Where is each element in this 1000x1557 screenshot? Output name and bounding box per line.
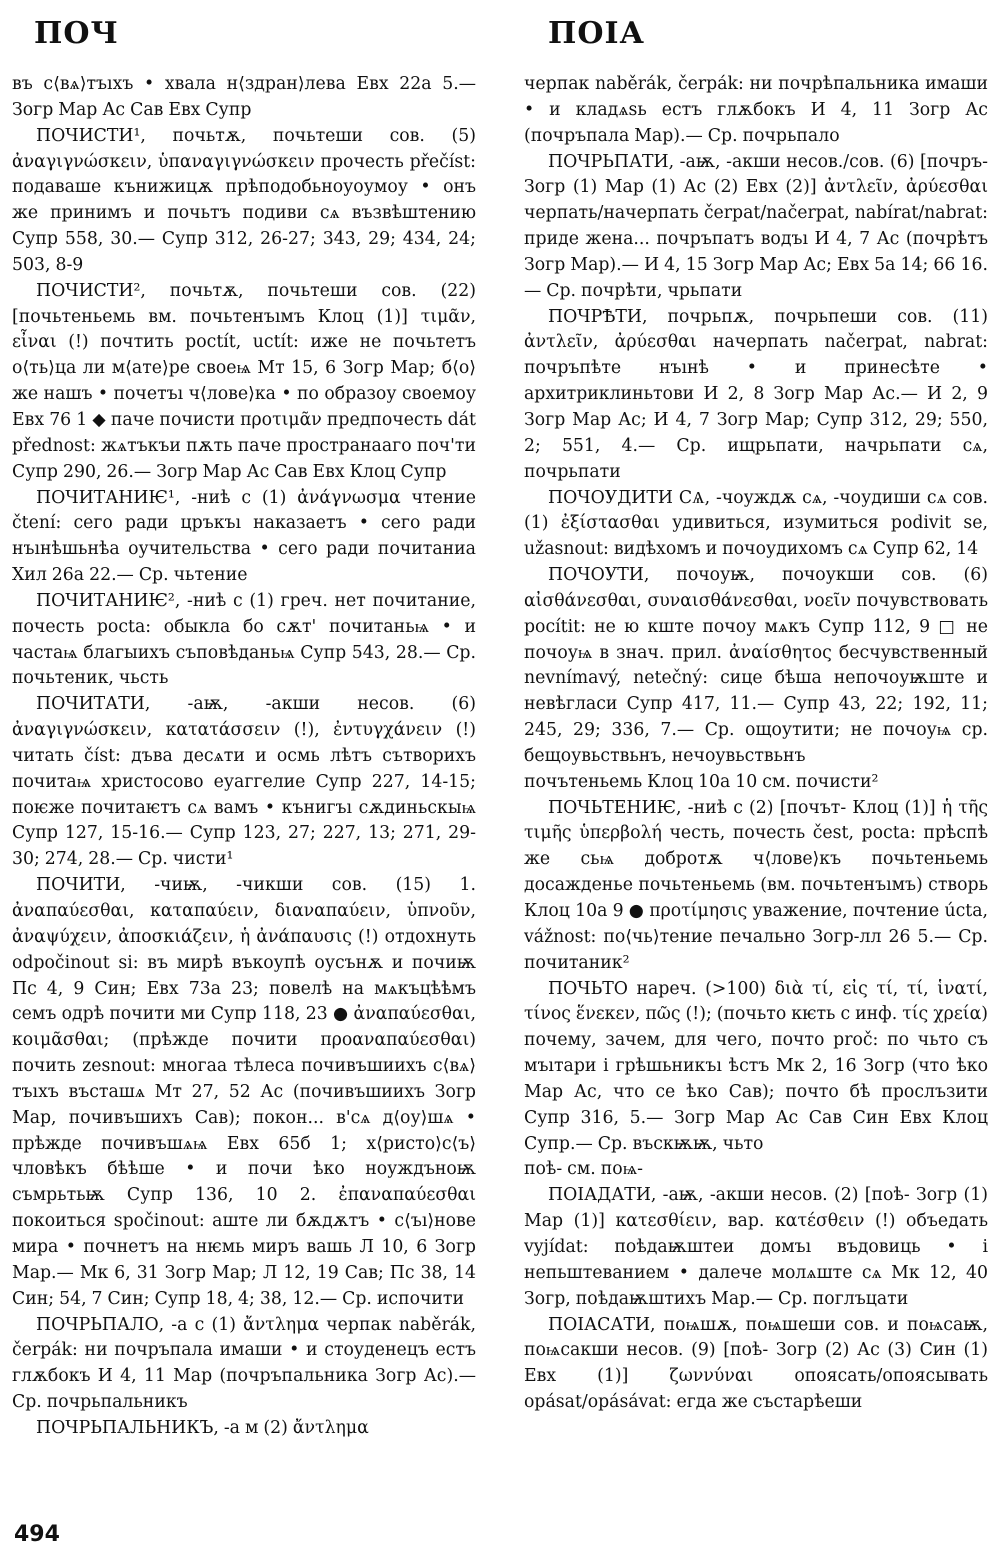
- running-head-right: ПОІА: [548, 16, 645, 51]
- dictionary-entry: ПОЧРЬПАЛО, -а с (1) ἄντλημα черпак naběrák, čerpák: ни почръпала имаши • и стоуденецъ естъ глѫбокъ И 4, 11 Мар (почръпальника Зогр Ас).— Ср. почрьпальникъ: [12, 1314, 476, 1413]
- dictionary-entry: ПОЧИТАНИѤ¹, -ниѣ с (1) ἀνάγνωσμα чтение čtení: сего ради цръкъı наказаетъ • сего ради нъıнѣшьнѣа оучительства • сего ради почитаниа Хил 26а 22.— Ср. чьтение: [12, 487, 476, 586]
- entry-continuation: въ с⟨вѧ⟩тъıхъ • хвала н⟨здран⟩лева Евх 22а 5.— Зогр Мар Ас Сав Евх Супр: [12, 74, 476, 120]
- dictionary-entry: ПОЧИСТИ², почьтѫ, почьтеши сов. (22) [почьтеньемь вм. почьтенъıмъ Клоц (1)] τιμᾶν, εἶναι (!) почтить poctít, uctít: иже не почьтетъ о⟨ть⟩ца ли м⟨ате⟩ре своеѩ Мт 15, 6 Зогр Мар; б⟨о⟩же нашъ • почетъı ч⟨лове⟩ка • по образоу своемоу Евх 76 1 ◆ паче почисти προτιμᾶν предпочесть dát přednost: жѧтъкъи пѫть паче пространааго поч'ти Супр 290, 26.— Зогр Мар Ас Сав Евх Клоц Супр: [12, 280, 476, 482]
- dictionary-entry: ПОЧРЬПАТИ, -аѭ, -акши несов./сов. (6) [почръ- Зогр (1) Мар (1) Ас (2) Евх (2)] ἀντλεῖν, ἀρύεσθαι черпать/начерпать čerpat/načerpat, nabírat/nabrat: приде жена... почръпатъ водъı И 4, 7 Ас (почрѣтъ Зогр Мар).— И 4, 15 Зогр Мар Ас; Евх 5а 14; 66 16.— Ср. почрѣти, чрьпати: [524, 151, 988, 301]
- dictionary-entry: ПОІАСАТИ, поѩшѫ, поѩшеши сов. и поѩсаѭ, поѩсакши несов. (9) [поѣ- Зогр (2) Ас (3) Син (1) Евх (1)] ζωννύναι опоясать/опоясывать opásat/opásávat: егда же състарѣеши: [524, 1314, 988, 1413]
- dictionary-entry: ПОЧЬТЕНИѤ, -ниѣ с (2) [почът- Клоц (1)] ἡ τῆς τιμῆς ὑπερβολή честь, почесть čest, pocta: прѣспѣ же сьѩ добротѫ ч⟨лове⟩къ почьтеньемь досажденье почьтеньемь (вм. почьтенъıмъ) створь Клоц 10а 9 ● προτίμησις уважение, почтение úcta, vážnost: по⟨чь⟩тение печально Зогр-лл 26 5.— Ср. почитаник²: [524, 797, 988, 973]
- dictionary-entry: ПОЧИСТИ¹, почьтѫ, почьтеши сов. (5) ἀναγιγνώσκειν, ὑπαναγιγνώσκειν прочесть přečíst: подаваше кънижицѫ прѣподобьноуоумоу • онъ же принимъ и почьтъ подиви сѧ възвѣштению Супр 558, 30.— Супр 312, 26-27; 343, 29; 434, 24; 503, 8-9: [12, 125, 476, 275]
- dictionary-entry: ПОЧРЬПАЛЬНИКЪ, -а м (2) ἄντλημα: [36, 1417, 369, 1438]
- page-number: 494: [14, 1522, 60, 1547]
- dictionary-entry: ПОЧИТИ, -чиѭ, -чикши сов. (15) 1. ἀναπαύεσθαι, καταπαύειν, διαναπαύειν, ὑπνοῦν, ἀναψύχειν, ἀποσκιάζειν, ἡ ἀνάπαυσις (!) отдохнуть odpočinout si: въ мирѣ въкоупѣ оусънѫ и почиѭ Пс 4, 9 Син; Евх 73а 23; повелѣ на мѧкъцѣѣмъ семъ одрѣ почити ми Супр 118, 23 ● ἀναπαύεσθαι, κοιμᾶσθαι; (прѣжде почити προαναπαύεσθαι) почить zesnout: многаа тѣлеса почивъшиихъ с⟨вѧ⟩тъıхъ въсташѧ Мт 27, 52 Ас (почивъшиихъ Зогр Мар, почивъшихъ Сав); покон... в'сѧ д⟨оу⟩шѧ • прѣжде почивъшѧѩ Евх 65б 1; х⟨ристо⟩с⟨ъ⟩ чловѣкъ бѣѣше • и почи ѣко ноуждъноѭ съмрьтьѭ Супр 136, 10 2. ἐπαναπαύεσθαι покоиться spočinout: аште ли бѫдѫтъ • с⟨ъı⟩нове мира • почнетъ на нѥмь миръ вашь Л 10, 6 Зогр Мар.— Мк 6, 31 Зогр Мар; Л 12, 19 Сав; Пс 38, 14 Син; 54, 7 Син; Супр 18, 4; 38, 12.— Ср. испочити: [12, 875, 476, 1309]
- entry-continuation: почътеньемь Клоц 10а 10 см. почисти²: [524, 771, 879, 792]
- entry-continuation: поѣ- см. поѩ-: [524, 1159, 643, 1180]
- dictionary-entry: ПОІАДАТИ, -аѭ, -акши несов. (2) [поѣ- Зогр (1) Мар (1)] κατεσθίειν, вар. κατέσθειν (!) объедать vyjídat: поѣдаѭштеи домъı въдовиць • і непьштеванием • далече молѧште сѧ Мк 12, 40 Зогр, поѣдаѭштихъ Мар.— Ср. поглъцати: [524, 1185, 988, 1309]
- running-head-left: ПОЧ: [34, 16, 119, 51]
- entry-continuation: черпак naběrák, čerpák: ни почрѣпальника имаши • и кладѧѕь естъ глѫбокъ И 4, 11 Зогр Ас (почръпала Мар).— Ср. почрьпало: [524, 74, 988, 146]
- dictionary-entry: ПОЧОУТИ, почоуѭ, почоукши сов. (6) αἰσθάνεσθαι, συναισθάνεσθαι, νοεῖν почувствовать pocítit: не ю кште почоу мѧкъ Супр 112, 9 □ не почоуѩ в знач. прил. ἀναίσθητος бесчувственный nevnímavý, netečný: сице бѣша непочоуѭште и невѣгласи Супр 417, 11.— Супр 43, 22; 192, 11; 245, 29; 336, 7.— Ср. ощоутити; не почоуѩ ср. бещоувьствьнъ, нечоувьствьнъ: [524, 565, 988, 766]
- dictionary-entry: ПОЧОУДИТИ СѦ, -чоуждѫ сѧ, -чоудиши сѧ сов. (1) ἐξίστασθαι удивиться, изумиться podivit se, užasnout: видѣхомъ и почоудихомъ сѧ Супр 62, 14: [524, 487, 988, 560]
- dictionary-entry: ПОЧРѢТИ, почрьпѫ, почрьпеши сов. (11) ἀντλεῖν, ἀρύεσθαι начерпать načerpat, nabrat: почръпѣте нъıнѣ • и принесѣте • архитриклиньтови И 2, 8 Зогр Мар Ас.— И 2, 9 Зогр Мар Ас; И 4, 7 Зогр Мар; Супр 312, 29; 550, 2; 551, 4.— Ср. ищрьпати, начрьпати сѧ, почрьпати: [524, 306, 988, 482]
- right-column: [524, 72, 988, 1416]
- dictionary-entry: ПОЧЬТО нареч. (>100) διὰ τί, εἰς τί, τί, ἱνατί, τίνος ἕνεκεν, πῶς (!); (почьто кѥть с инф. τίς χρεία) почему, зачем, для чего, почто proč: по чьто съ мъıтари і грѣшьникъı ѣстъ Мк 2, 16 Зогр (что ѣко Мар Ас, что се ѣко Сав); почто бѣ прослъзити Супр 316, 5.— Зогр Мар Ас Сав Син Евх Клоц Супр.— Ср. въскѭѭ, чьто: [524, 978, 988, 1154]
- left-column: [12, 72, 476, 1442]
- dictionary-entry: ПОЧИТАНИѤ², -ниѣ с (1) греч. нет почитание, почесть pocta: обыкла бо сѫт' почитаньѩ • и частаѩ благыихъ съповѣданьѩ Супр 543, 28.— Ср. почьтеник, чьсть: [12, 590, 476, 689]
- dictionary-entry: ПОЧИТАТИ, -аѭ, -акши несов. (6) ἀναγιγνώσκειν, κατατάσσειν (!), ἐντυγχάνειν (!) читать číst: дъва десѧти и осмь лѣтъ сътворихъ почитаѩ христосово еуаггелие Супр 227, 14-15; поѥже почитаѥтъ сѧ вамъ • кънигъı сѫдиньскыѩ Супр 127, 15-16.— Супр 123, 27; 227, 13; 271, 29-30; 274, 28.— Ср. чисти¹: [12, 694, 476, 870]
